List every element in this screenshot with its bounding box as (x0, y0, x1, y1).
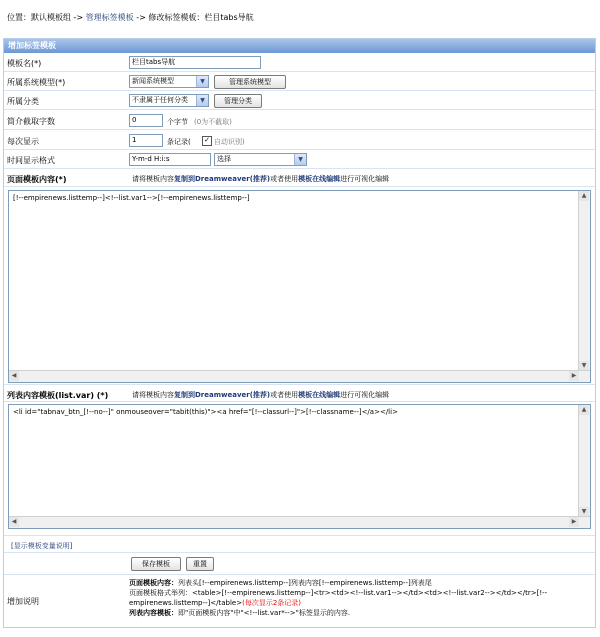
row-notes (4, 575, 595, 627)
notes-line-2 (129, 588, 591, 608)
intro-length-input[interactable]: 0 (129, 114, 163, 127)
page-template-textarea[interactable] (8, 190, 591, 383)
notes-line-2-text: 页面模板格式举列：<table>[!--empirenews.listtemp--]<tr><td><!--list.var1--></td><td><!--list.var2--></td></tr>[!--empirenews.listtemp--]</table> (129, 589, 548, 607)
manage-system-model-button[interactable]: 管理系统模型 (214, 75, 286, 89)
time-format-label: 时间显示格式 (7, 156, 55, 165)
page-template-label: 页面模板内容(*) (7, 175, 67, 184)
arrow-right-icon[interactable]: ▶ (569, 517, 579, 527)
list-template-label: 列表内容模板(list.var) (*) (7, 391, 109, 400)
page-template-hint (132, 174, 389, 184)
notes-line-1 (129, 578, 591, 588)
display-count-suffix: 条记录( (167, 138, 191, 146)
copy-to-dreamweaver-link-2[interactable]: 复制到Dreamweaver(推荐) (174, 391, 271, 399)
list-template-hint-prefix: 请将模板内容 (132, 391, 174, 399)
intro-length-suffix: 个字节 (167, 118, 188, 126)
form-header: 增加标签模板 (4, 39, 595, 53)
template-name-input[interactable]: 栏目tabs导航 (129, 56, 261, 69)
horizontal-scrollbar[interactable] (9, 370, 590, 382)
horizontal-scrollbar[interactable] (9, 516, 590, 528)
page-template-hint-suffix: 进行可视化编辑 (340, 175, 390, 183)
display-count-label: 每次显示 (7, 137, 39, 146)
row-actions (4, 553, 595, 575)
auto-detect-checkbox[interactable]: ✓ (202, 136, 212, 146)
arrow-down-icon[interactable]: ▼ (579, 507, 589, 517)
list-template-textarea[interactable] (8, 404, 591, 529)
arrow-up-icon[interactable]: ▲ (579, 191, 589, 201)
page-template-content: [!--empirenews.listtemp--]<!--list.var1-->[!--empirenews.listtemp--] (13, 194, 250, 202)
breadcrumb-prefix: 位置：默认模板组 -> (7, 13, 84, 22)
notes-content (129, 578, 591, 618)
manage-category-button[interactable]: 管理分类 (214, 94, 262, 108)
arrow-right-icon[interactable]: ▶ (569, 371, 579, 381)
save-template-button[interactable]: 保存模板 (131, 557, 181, 571)
time-format-select[interactable] (214, 153, 307, 166)
notes-line-1-title: 页面模板内容： (129, 579, 178, 587)
intro-length-label: 简介截取字数 (7, 117, 55, 126)
display-count-input[interactable]: 1 (129, 134, 163, 147)
row-template-name (4, 54, 595, 72)
list-template-content: <li id="tabnav_btn_[!--no--]" onmouseover="tabit(this)"><a href="[!--classurl--]">[!--classname--]</a></li> (13, 408, 398, 416)
row-system-model (4, 72, 595, 91)
notes-line-3 (129, 608, 591, 618)
show-template-vars-link[interactable]: [显示模板变量说明] (11, 542, 73, 550)
row-category (4, 91, 595, 110)
list-template-hint-suffix: 进行可视化编辑 (340, 391, 390, 399)
template-name-label: 模板名(*) (7, 59, 42, 68)
row-display-count (4, 130, 595, 150)
list-template-hint (132, 390, 389, 400)
edit-template-form (3, 38, 596, 628)
copy-to-dreamweaver-link[interactable]: 复制到Dreamweaver(推荐) (174, 175, 271, 183)
arrow-down-icon[interactable]: ▼ (579, 361, 589, 371)
row-time-format (4, 150, 595, 169)
system-model-label: 所属系统模型(*) (7, 78, 66, 87)
chevron-down-icon: ▼ (196, 76, 208, 87)
notes-line-2-warning: (每次显示2条记录) (242, 599, 302, 607)
category-select[interactable] (129, 94, 209, 107)
time-format-select-value: 选择 (217, 155, 231, 163)
online-edit-link[interactable]: 模板在线编辑 (298, 175, 341, 183)
row-vars-link (4, 535, 595, 553)
notes-line-1-text: 列表头[!--empirenews.listtemp--]列表内容[!--empirenews.listtemp--]列表尾 (178, 579, 432, 587)
time-format-input[interactable]: Y-m-d H:i:s (129, 153, 211, 166)
reset-button[interactable]: 重置 (186, 557, 214, 571)
notes-label: 增加说明 (7, 597, 39, 606)
vertical-scrollbar[interactable] (578, 405, 590, 517)
intro-length-hint: (0为不截取) (194, 118, 232, 126)
arrow-left-icon[interactable]: ◀ (9, 517, 19, 527)
breadcrumb (7, 12, 254, 23)
vertical-scrollbar[interactable] (578, 191, 590, 371)
arrow-left-icon[interactable]: ◀ (9, 371, 19, 381)
breadcrumb-current: 修改标签模板：栏目tabs导航 (148, 13, 254, 22)
chevron-down-icon: ▼ (196, 95, 208, 106)
online-edit-link-2[interactable]: 模板在线编辑 (298, 391, 341, 399)
notes-line-3-title: 列表内容模板： (129, 609, 178, 617)
row-page-template-label (4, 169, 595, 187)
category-value: 不隶属于任何分类 (132, 96, 188, 104)
arrow-up-icon[interactable]: ▲ (579, 405, 589, 415)
chevron-down-icon: ▼ (294, 154, 306, 165)
system-model-select[interactable] (129, 75, 209, 88)
notes-line-3-text: 即"页面模板内容"中"<!--list.var*-->"标签显示的内容. (178, 609, 351, 617)
row-intro-length (4, 110, 595, 130)
category-label: 所属分类 (7, 97, 39, 106)
breadcrumb-separator: -> (136, 13, 146, 22)
page-template-hint-mid: 或者使用 (270, 175, 299, 183)
row-list-template-label (4, 384, 595, 402)
system-model-value: 新闻系统模型 (132, 77, 174, 85)
list-template-hint-mid: 或者使用 (270, 391, 299, 399)
page-template-hint-prefix: 请将模板内容 (132, 175, 174, 183)
auto-detect-label: 自动识别) (214, 138, 245, 146)
breadcrumb-link-manage-templates[interactable]: 管理标签模板 (85, 13, 134, 22)
